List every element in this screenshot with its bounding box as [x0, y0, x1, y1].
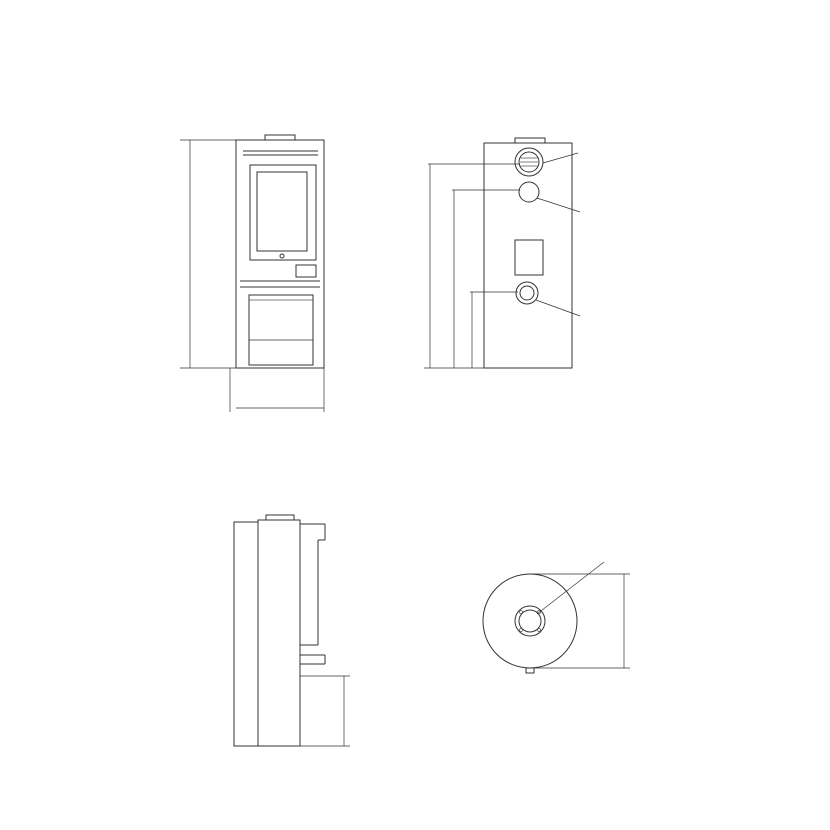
front-view [236, 135, 324, 368]
rear-view [484, 138, 572, 368]
top-view [483, 574, 577, 673]
rear-dimensions [424, 153, 580, 368]
front-dimensions [180, 140, 324, 412]
side-view [234, 515, 325, 746]
top-dimensions [530, 562, 630, 668]
side-dimensions [300, 676, 350, 746]
